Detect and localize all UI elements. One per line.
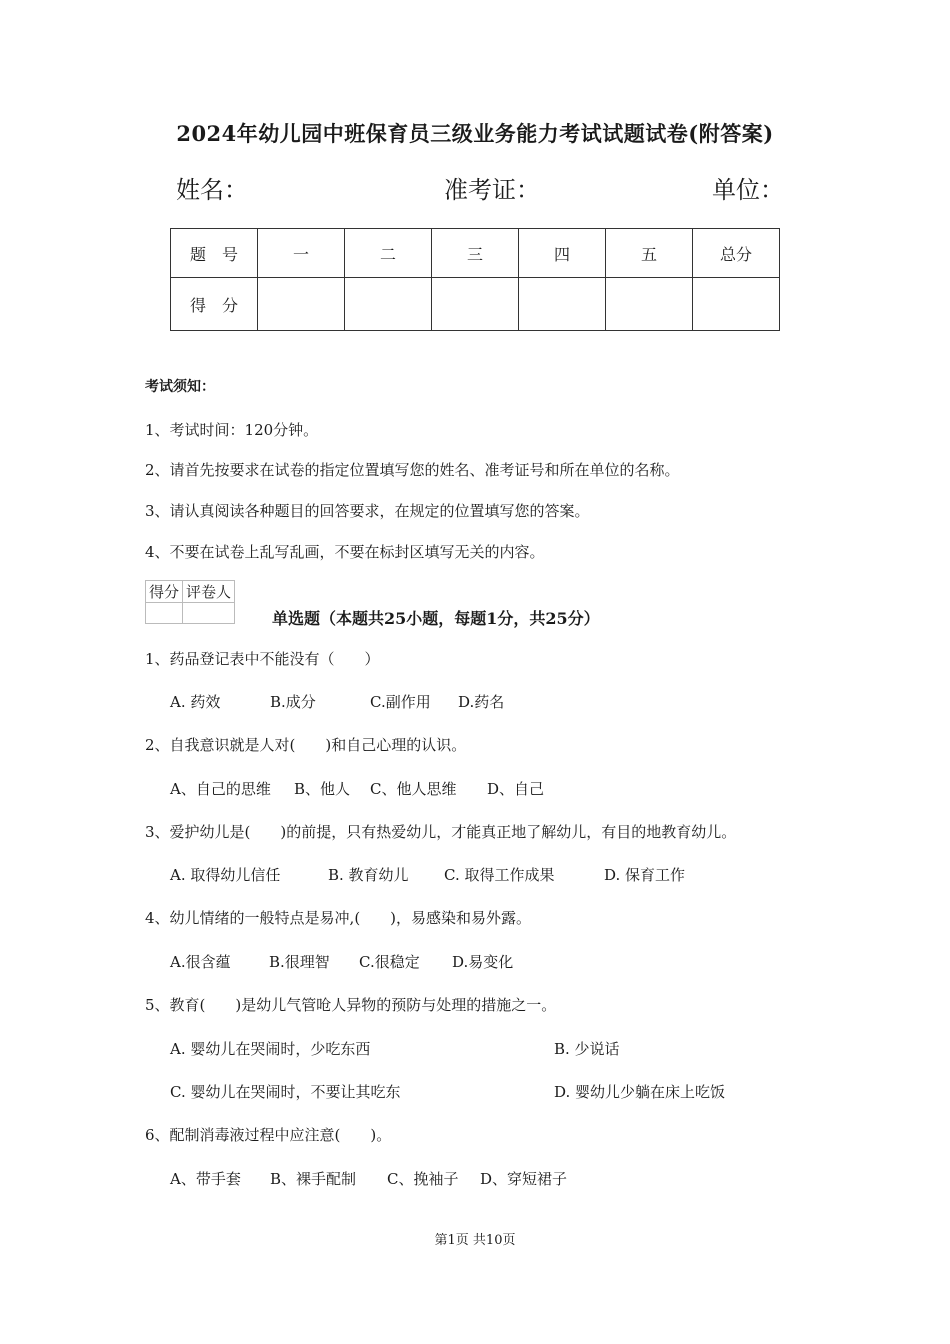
- option: A、带手套: [170, 1170, 241, 1188]
- score-header-cell: 五: [606, 229, 693, 278]
- score-cell: [432, 278, 519, 331]
- option: C.很稳定: [359, 953, 420, 971]
- page-title: 2024年幼儿园中班保育员三级业务能力考试试题试卷(附答案): [176, 121, 774, 146]
- option: B、他人: [294, 780, 351, 798]
- option: D.药名: [458, 693, 505, 711]
- score-header-cell: 三: [432, 229, 519, 278]
- option-row: [170, 1168, 567, 1189]
- option: B. 教育幼儿: [328, 866, 409, 884]
- question-text: 5、教育( )是幼儿气管呛人异物的预防与处理的措施之一。: [145, 996, 557, 1014]
- unit-field-label: 单位：: [712, 176, 784, 204]
- option: B、裸手配制: [270, 1170, 357, 1188]
- page-footer: 第1页 共10页: [434, 1233, 516, 1248]
- notice-item: 2、请首先按要求在试卷的指定位置填写您的姓名、准考证号和所在单位的名称。: [145, 461, 680, 479]
- option: C.副作用: [370, 693, 431, 711]
- score-row-label: 得 分: [171, 278, 258, 331]
- score-cell: [519, 278, 606, 331]
- question-text: 1、药品登记表中不能没有（ ）: [145, 650, 380, 668]
- grader-reviewer-label: 评卷人: [183, 581, 235, 603]
- name-field-label: 姓名：: [176, 176, 248, 204]
- option: A. 取得幼儿信任: [170, 866, 281, 884]
- option: D、穿短裙子: [480, 1170, 568, 1188]
- score-header-cell: 总分: [693, 229, 780, 278]
- option-row: [170, 691, 504, 712]
- option: D、自己: [487, 780, 545, 798]
- option: B. 少说话: [554, 1040, 620, 1058]
- grader-reviewer-cell: [183, 603, 235, 624]
- option-row: [170, 778, 544, 799]
- score-header-cell: 四: [519, 229, 606, 278]
- option: A. 药效: [170, 693, 221, 711]
- option: C. 取得工作成果: [444, 866, 555, 884]
- score-header-cell: 一: [258, 229, 345, 278]
- option: D.易变化: [452, 953, 514, 971]
- score-cell: [258, 278, 345, 331]
- option-row: [170, 864, 685, 885]
- grader-box: [145, 580, 235, 624]
- question-text: 3、爱护幼儿是( )的前提，只有热爱幼儿，才能真正地了解幼儿，有目的地教育幼儿。: [145, 823, 737, 841]
- exam-id-field-label: 准考证：: [444, 176, 540, 204]
- score-cell: [606, 278, 693, 331]
- question-text: 2、自我意识就是人对( )和自己心理的认识。: [145, 736, 467, 754]
- option-row: [170, 951, 513, 972]
- option: A.很含蕴: [170, 953, 231, 971]
- question-text: 6、配制消毒液过程中应注意( )。: [145, 1126, 392, 1144]
- notice-item: 3、请认真阅读各种题目的回答要求，在规定的位置填写您的答案。: [145, 502, 590, 520]
- option: A. 婴幼儿在哭闹时，少吃东西: [170, 1040, 371, 1058]
- notice-item: 1、考试时间：120分钟。: [145, 421, 319, 439]
- score-table: [170, 228, 780, 331]
- score-table-score-row: [171, 278, 780, 331]
- notice-item: 4、不要在试卷上乱写乱画，不要在标封区填写无关的内容。: [145, 543, 545, 561]
- option: C、他人思维: [370, 780, 457, 798]
- option: B.很理智: [269, 953, 330, 971]
- section-heading: 单选题（本题共25小题，每题1分，共25分）: [272, 609, 600, 628]
- option: A、自己的思维: [170, 780, 271, 798]
- score-table-header-row: [171, 229, 780, 278]
- option: D. 保育工作: [604, 866, 686, 884]
- option: C. 婴幼儿在哭闹时，不要让其吃东: [170, 1083, 401, 1101]
- option: C、挽袖子: [387, 1170, 459, 1188]
- score-cell: [345, 278, 432, 331]
- option: B.成分: [270, 693, 316, 711]
- score-header-cell: 二: [345, 229, 432, 278]
- question-text: 4、幼儿情绪的一般特点是易冲,( )，易感染和易外露。: [145, 909, 532, 927]
- notice-heading: 考试须知：: [145, 379, 215, 395]
- option: D. 婴幼儿少躺在床上吃饭: [554, 1083, 726, 1101]
- grader-score-cell: [146, 603, 183, 624]
- score-header-cell: 题 号: [171, 229, 258, 278]
- score-cell: [693, 278, 780, 331]
- grader-score-label: 得分: [146, 581, 183, 603]
